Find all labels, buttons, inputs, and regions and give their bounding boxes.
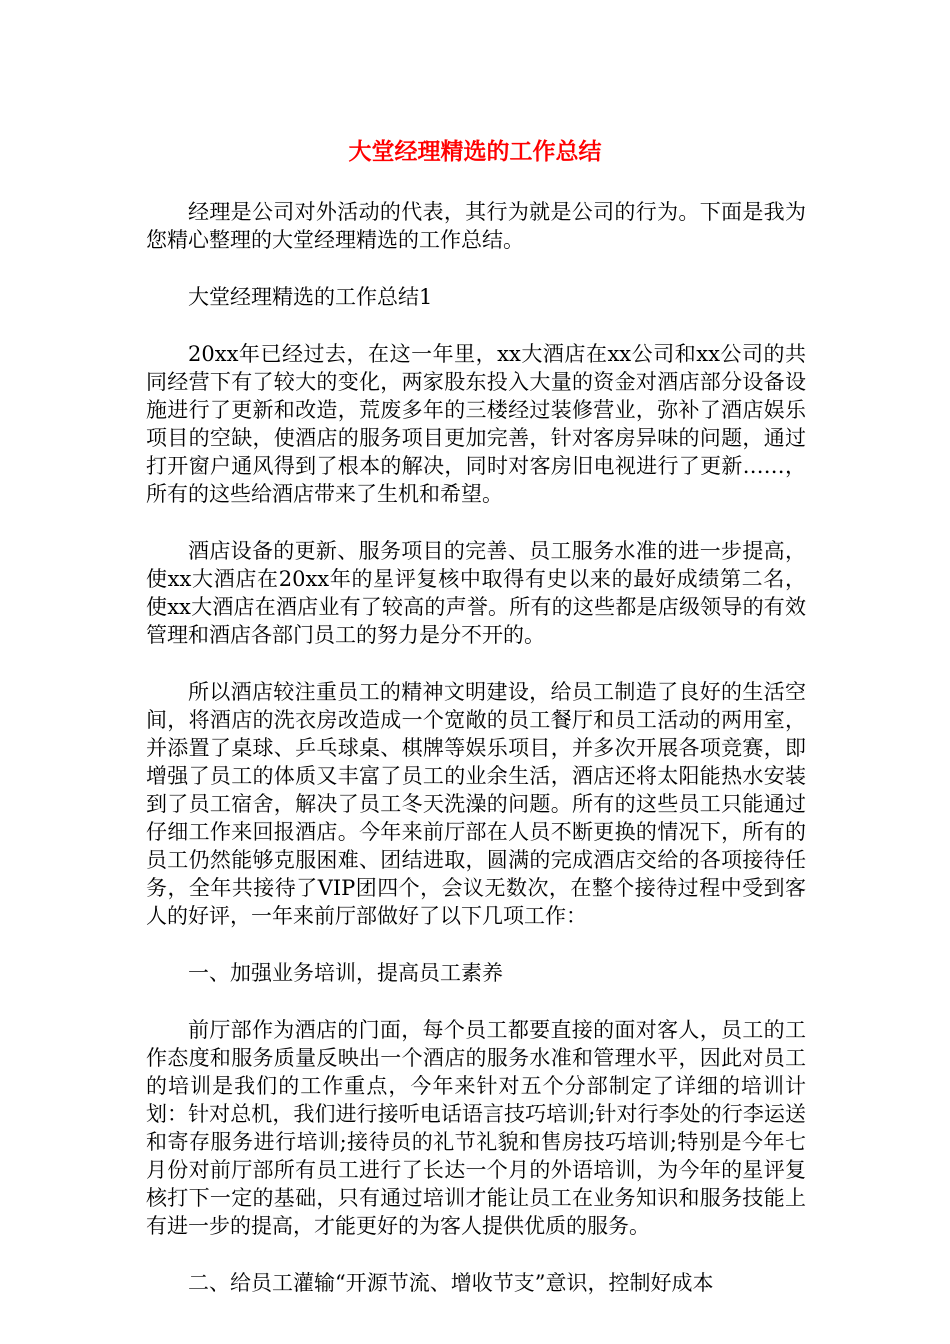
subheading-training: 一、加强业务培训，提高员工素养 (188, 961, 503, 985)
section-heading-1: 大堂经理精选的工作总结1 (188, 285, 433, 309)
document-body (146, 198, 806, 1326)
subheading-cost-control: 二、给员工灌输“开源节流、增收节支”意识，控制好成本 (188, 1271, 714, 1295)
intro-paragraph: 经理是公司对外活动的代表，其行为就是公司的行为。下面是我为您精心整理的大堂经理精选的工作总结。 (146, 200, 806, 252)
body-paragraph: 20xx年已经过去，在这一年里，xx大酒店在xx公司和xx公司的共同经营下有了较大的变化，两家股东投入大量的资金对酒店部分设备设施进行了更新和改造，荒废多年的三楼经过装修营业，弥补了酒店娱乐项目的空缺，使酒店的服务项目更加完善，针对客房异味的问题，通过打开窗户通风得到了根本的解决，同时对客房旧电视进行了更新……，所有的这些给酒店带来了生机和希望。 (146, 342, 806, 506)
document-title: 大堂经理精选的工作总结 (348, 139, 602, 165)
body-paragraph: 所以酒店较注重员工的精神文明建设，给员工制造了良好的生活空间，将酒店的洗衣房改造成一个宽敞的员工餐厅和员工活动的两用室，并添置了桌球、乒乓球桌、棋牌等娱乐项目，并多次开展各项竞赛，即增强了员工的体质又丰富了员工的业余生活，酒店还将太阳能热水安装到了员工宿舍，解决了员工冬天洗澡的问题。所有的这些员工只能通过仔细工作来回报酒店。今年来前厅部在人员不断更换的情况下，所有的员工仍然能够克服困难、团结进取，圆满的完成酒店交给的各项接待任务，全年共接待了VIP团四个，会议无数次，在整个接待过程中受到客人的好评，一年来前厅部做好了以下几项工作： (146, 680, 806, 928)
body-paragraph: 酒店设备的更新、服务项目的完善、员工服务水准的进一步提高，使xx大酒店在20xx年的星评复核中取得有史以来的最好成绩第二名，使xx大酒店在酒店业有了较高的声誉。所有的这些都是店级领导的有效管理和酒店各部门员工的努力是分不开的。 (146, 539, 806, 647)
body-paragraph: 前厅部作为酒店的门面，每个员工都要直接的面对客人，员工的工作态度和服务质量反映出一个酒店的服务水准和管理水平，因此对员工的培训是我们的工作重点，今年来针对五个分部制定了详细的培训计划：针对总机，我们进行接听电话语言技巧培训;针对行李处的行李运送和寄存服务进行培训;接待员的礼节礼貌和售房技巧培训;特别是今年七月份对前厅部所有员工进行了长达一个月的外语培训，为今年的星评复核打下一定的基础，只有通过培训才能让员工在业务知识和服务技能上有进一步的提高，才能更好的为客人提供优质的服务。 (146, 1018, 806, 1238)
